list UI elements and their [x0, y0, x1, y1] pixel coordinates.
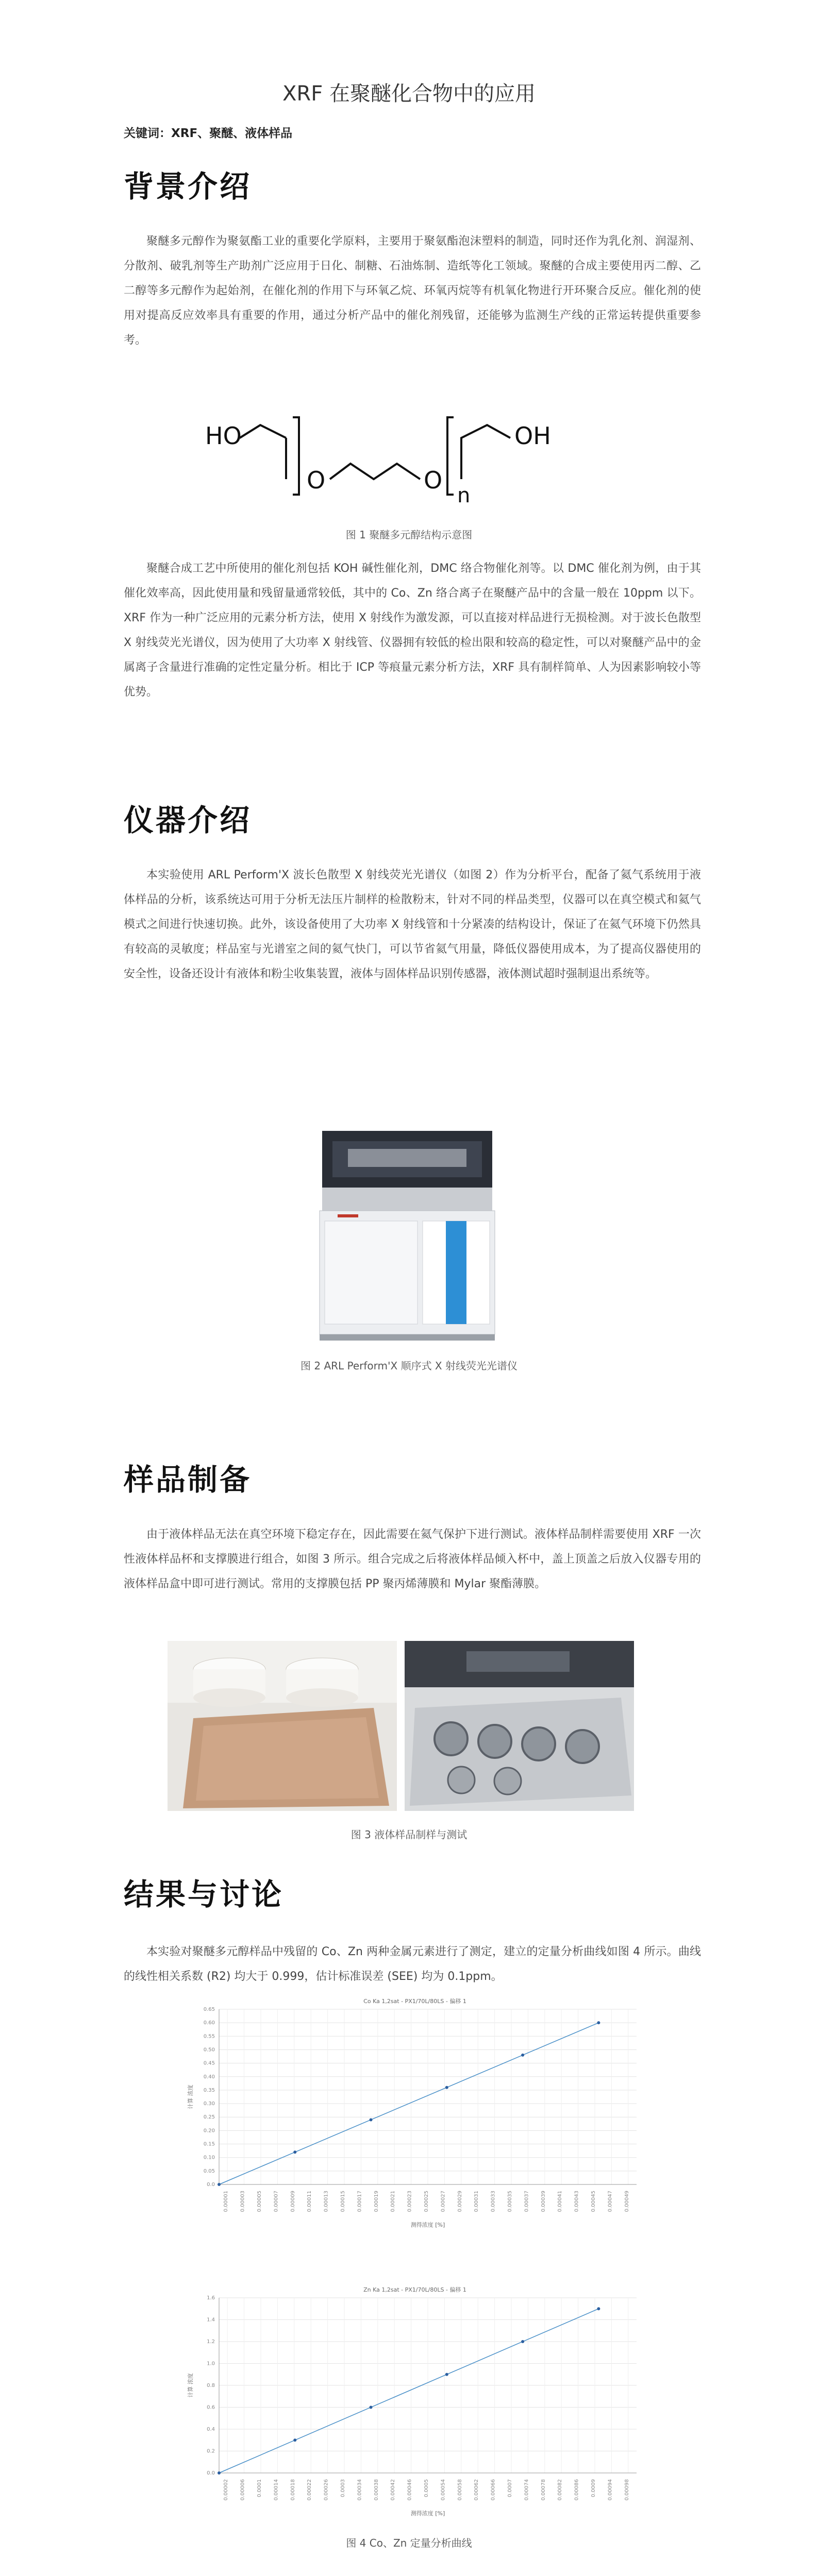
x-tick-label: 0.00086	[574, 2479, 580, 2501]
x-tick-label: 0.00005	[257, 2191, 262, 2212]
x-tick-label: 0.00035	[507, 2191, 513, 2212]
paragraph-background-2	[124, 556, 701, 705]
x-tick-label: 0.00007	[273, 2191, 279, 2212]
structure-diagram	[201, 397, 572, 515]
x-tick-label: 0.00027	[440, 2191, 446, 2212]
figure2-caption: 图 2 ARL Perform'X 顺序式 X 射线荧光光谱仪	[301, 1360, 517, 1372]
x-tick-label: 0.00049	[624, 2191, 630, 2212]
heading-sample-prep: 样品制备	[124, 1462, 252, 1497]
data-point	[293, 2150, 296, 2154]
x-tick-label: 0.00029	[457, 2191, 463, 2212]
heading-results: 结果与讨论	[124, 1877, 284, 1912]
x-tick-label: 0.0009	[591, 2479, 596, 2497]
y-tick-label: 0.50	[203, 2047, 215, 2053]
x-tick-label: 0.00011	[307, 2191, 313, 2212]
x-tick-label: 0.00037	[524, 2191, 530, 2212]
data-point	[445, 2373, 448, 2376]
data-point	[597, 2021, 600, 2024]
y-tick-label: 0.8	[207, 2383, 215, 2388]
data-point	[445, 2086, 448, 2089]
data-point	[597, 2307, 600, 2310]
x-tick-label: 0.00039	[540, 2191, 546, 2212]
x-tick-label: 0.00042	[390, 2479, 396, 2501]
x-tick-label: 0.00047	[607, 2191, 613, 2212]
y-tick-label: 0.0	[207, 2182, 215, 2188]
x-tick-label: 0.0001	[257, 2479, 262, 2497]
repeat-n: n	[457, 484, 471, 507]
x-tick-label: 0.00066	[490, 2479, 496, 2501]
x-tick-label: 0.00078	[540, 2479, 546, 2501]
x-tick-label: 0.00001	[223, 2191, 229, 2212]
x-tick-label: 0.0005	[424, 2479, 429, 2497]
paragraph-instrument	[124, 863, 701, 987]
data-point	[218, 2183, 221, 2186]
paragraph-text: 由于液体样品无法在真空环境下稳定存在，因此需要在氦气保护下进行测试。液体样品制样需要使用 XRF 一次性液体样品杯和支撑膜进行组合，如图 3 所示。组合完成之后将液体样品倾入杯中，盖上顶盖之后放入仪器专用的液体样品盒中即可进行测试。常用的支撑膜包括 PP 聚丙烯薄膜和 Mylar 聚酯薄膜。	[124, 1528, 701, 1590]
y-axis-label: 计算 浓度	[187, 2084, 194, 2109]
data-point	[293, 2438, 296, 2442]
x-tick-label: 0.00031	[474, 2191, 480, 2212]
sample-cups-photo	[168, 1641, 397, 1811]
x-tick-label: 0.00025	[424, 2191, 429, 2212]
x-tick-label: 0.00045	[591, 2191, 596, 2212]
y-tick-label: 0.55	[203, 2033, 215, 2040]
data-point	[218, 2471, 221, 2475]
paragraph-text: 本实验使用 ARL Perform'X 波长色散型 X 射线荧光光谱仪（如图 2）作为分析平台，配备了氦气系统用于液体样品的分析，该系统达可用于分析无法压片制样的检散粉末，针对不同的样品类型，仪器可以在真空模式和氦气模式之间进行快速切换。此外，该设备使用了大功率 X 射线管和十分紧凑的结构设计，保证了在氦气环境下仍然具有较高的灵敏度；样品室与光谱室之间的氦气快门，可以节省氦气用量，降低仪器使用成本，为了提高仪器使用的安全性，设备还设计有液体和粉尘收集装置，液体与固体样品识别传感器，液体测试超时强制退出系统等。	[124, 869, 701, 980]
y-tick-label: 1.0	[207, 2361, 215, 2367]
y-tick-label: 1.4	[207, 2317, 215, 2323]
y-tick-label: 0.0	[207, 2470, 215, 2476]
x-tick-label: 0.00094	[607, 2479, 613, 2501]
x-tick-label: 0.0003	[340, 2479, 346, 2497]
data-point	[370, 2406, 373, 2409]
bracket-right	[447, 417, 454, 495]
co-calibration-chart	[183, 1994, 647, 2231]
data-point	[370, 2118, 373, 2121]
y-tick-label: 0.4	[207, 2427, 215, 2432]
x-tick-label: 0.00021	[390, 2191, 396, 2212]
x-tick-label: 0.00019	[373, 2191, 379, 2212]
paragraph-lod	[124, 2571, 701, 2576]
y-tick-label: 1.2	[207, 2339, 215, 2345]
x-tick-label: 0.00043	[574, 2191, 580, 2212]
oh-label: OH	[514, 422, 551, 450]
bond-right	[461, 425, 510, 479]
x-tick-label: 0.00022	[307, 2479, 313, 2501]
x-tick-label: 0.00017	[357, 2191, 363, 2212]
x-axis-label: 测得浓度 [%]	[410, 2510, 445, 2517]
paragraph-text: 本实验对聚醚多元醇样品中残留的 Co、Zn 两种金属元素进行了测定，建立的定量分析曲线如图 4 所示。曲线的线性相关系数 (R2) 均大于 0.999，估计标准误差 (SEE) 均为 0.1ppm。	[124, 1945, 701, 1983]
x-tick-label: 0.00033	[490, 2191, 496, 2212]
bracket-left	[293, 417, 299, 495]
data-point	[521, 2054, 524, 2057]
y-tick-label: 0.10	[203, 2155, 215, 2161]
x-tick-label: 0.00014	[273, 2479, 279, 2501]
figure1-caption: 图 1 聚醚多元醇结构示意图	[345, 529, 473, 541]
x-tick-label: 0.00013	[323, 2191, 329, 2212]
heading-instrument: 仪器介绍	[124, 803, 252, 838]
x-tick-label: 0.00002	[223, 2479, 229, 2501]
x-tick-label: 0.00003	[240, 2191, 246, 2212]
paragraph-sample-prep	[124, 1522, 701, 1597]
x-tick-label: 0.00015	[340, 2191, 346, 2212]
x-tick-label: 0.00006	[240, 2479, 246, 2501]
y-tick-label: 0.6	[207, 2404, 215, 2411]
paragraph-text: 聚醚合成工艺中所使用的催化剂包括 KOH 碱性催化剂，DMC 络合物催化剂等。以 DMC 催化剂为例，由于其催化效率高，因此使用量和残留量通常较低，其中的 Co、Zn 络合离子在聚醚产品中的含量一般在 10ppm 以下。XRF 作为一种广泛应用的元素分析方法，使用 X 射线作为激发源，可以直接对样品进行无损检测。对于波长色散型 X 射线荧光光谱仪，因为使用了大功率 X 射线管、仪器拥有较低的检出限和较高的稳定性，可以对聚醚产品中的金属离子含量进行准确的定性定量分析。相比于 ICP 等痕量元素分析方法，XRF 具有制样简单、人为因素影响较小等优势。	[124, 562, 701, 699]
zn-calibration-chart	[183, 2282, 647, 2519]
x-tick-label: 0.00062	[474, 2479, 480, 2501]
y-tick-label: 0.30	[203, 2101, 215, 2107]
chart-title: Co Ka 1,2sat - PX1/70L/80LS - 偏移 1	[363, 1998, 466, 2005]
chart-title: Zn Ka 1,2sat - PX1/70L/80LS - 偏移 1	[363, 2286, 466, 2293]
chain	[330, 464, 420, 479]
y-tick-label: 1.6	[207, 2295, 215, 2301]
x-tick-label: 0.00098	[624, 2479, 630, 2501]
x-tick-label: 0.00082	[557, 2479, 563, 2501]
y-tick-label: 0.45	[203, 2060, 215, 2066]
instrument-photo	[317, 1121, 497, 1345]
x-tick-label: 0.00009	[290, 2191, 296, 2212]
paragraph-text: 聚醚多元醇作为聚氨酯工业的重要化学原料，主要用于聚氨酯泡沫塑料的制造，同时还作为乳化剂、润湿剂、分散剂、破乳剂等生产助剂广泛应用于日化、制糖、石油炼制、造纸等化工领域。聚醚的合成主要使用丙二醇、乙二醇等多元醇作为起始剂，在催化剂的作用下与环氧乙烷、环氧丙烷等有机氧化物进行开环聚合反应。催化剂的使用对提高反应效率具有重要的作用，通过分析产品中的催化剂残留，还能够为监测生产线的正常运转提供重要参考。	[124, 235, 701, 347]
x-tick-label: 0.00026	[323, 2479, 329, 2501]
ho-label: HO	[205, 422, 242, 450]
y-tick-label: 0.05	[203, 2168, 215, 2174]
figure4-caption: 图 4 Co、Zn 定量分析曲线	[346, 2537, 472, 2549]
bond-left	[240, 425, 286, 438]
x-tick-label: 0.0007	[507, 2479, 513, 2497]
x-tick-label: 0.00041	[557, 2191, 563, 2212]
ether-o-left: O	[307, 466, 326, 494]
x-tick-label: 0.00034	[357, 2479, 363, 2501]
figure3-caption: 图 3 液体样品制样与测试	[350, 1828, 468, 1841]
sample-tray-photo	[405, 1641, 634, 1811]
y-tick-label: 0.65	[203, 2007, 215, 2012]
x-tick-label: 0.00046	[407, 2479, 413, 2501]
x-tick-label: 0.00054	[440, 2479, 446, 2501]
y-tick-label: 0.25	[203, 2114, 215, 2121]
ether-o-right: O	[424, 466, 443, 494]
y-tick-label: 0.2	[207, 2448, 215, 2454]
y-tick-label: 0.60	[203, 2020, 215, 2026]
x-tick-label: 0.00038	[373, 2479, 379, 2501]
x-axis-label: 测得浓度 [%]	[410, 2222, 445, 2228]
x-tick-label: 0.00074	[524, 2479, 530, 2501]
data-point	[521, 2340, 524, 2343]
paragraph-background-1	[124, 229, 701, 353]
y-axis-label: 计算 浓度	[187, 2373, 194, 2398]
keywords: 关键词：XRF、聚醚、液体样品	[124, 127, 293, 140]
y-tick-label: 0.40	[203, 2074, 215, 2080]
y-tick-label: 0.15	[203, 2141, 215, 2147]
paragraph-text	[124, 2571, 701, 2576]
y-tick-label: 0.35	[203, 2087, 215, 2093]
x-tick-label: 0.00058	[457, 2479, 463, 2501]
x-tick-label: 0.00023	[407, 2191, 413, 2212]
y-tick-label: 0.20	[203, 2128, 215, 2134]
document-title: XRF 在聚醚化合物中的应用	[282, 82, 536, 106]
paragraph-results	[124, 1940, 701, 1989]
x-tick-label: 0.00018	[290, 2479, 296, 2501]
heading-background: 背景介绍	[124, 169, 252, 204]
